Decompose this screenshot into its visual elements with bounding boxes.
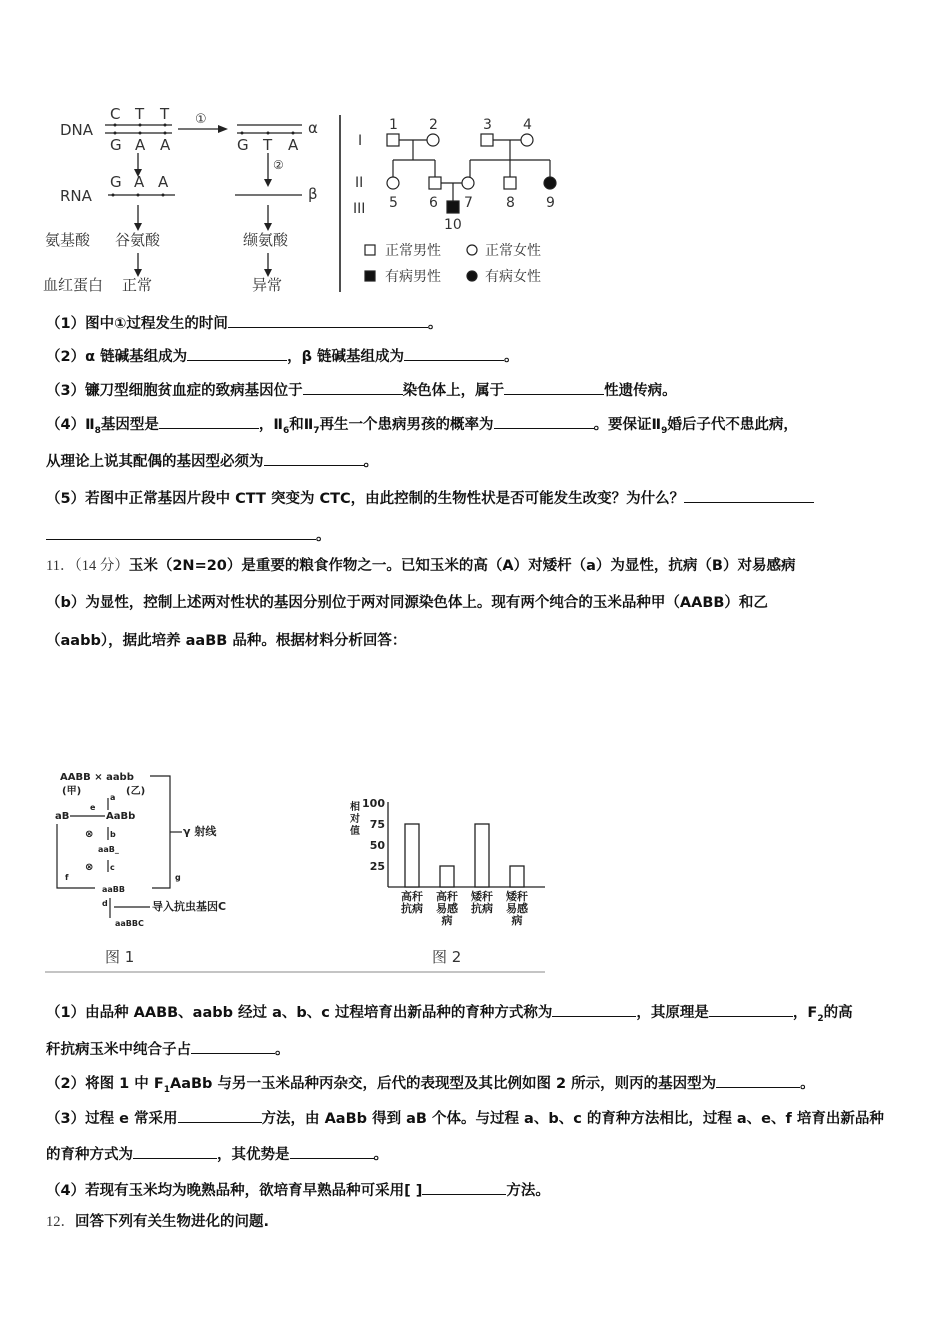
hb-abnormal: 异常 xyxy=(252,276,283,294)
pedigree-female-affected xyxy=(544,177,556,189)
individual-number: 1 xyxy=(389,117,398,133)
figure1-caption: 图 1 xyxy=(105,948,135,966)
beta-label: β xyxy=(308,185,318,203)
q10-part4-cont xyxy=(46,450,378,472)
x-category-label: 易感 xyxy=(506,902,528,915)
haploid-aB: aB xyxy=(55,811,70,822)
pedigree-male-affected xyxy=(447,201,459,213)
x-category-label: 易感 xyxy=(436,902,458,915)
q11-part1 xyxy=(46,1001,853,1029)
pedigree-male-normal xyxy=(387,134,399,146)
legend-normal-male-icon xyxy=(365,245,375,255)
text: 。要保证Ⅱ xyxy=(593,417,662,433)
subscript: 6 xyxy=(282,425,290,436)
text: 。 xyxy=(363,454,378,470)
x-category-label: 病 xyxy=(441,914,453,927)
y-tick-label: 75 xyxy=(369,818,385,831)
q10-part1 xyxy=(46,312,442,334)
text: 。 xyxy=(800,1076,815,1092)
q11-part4 xyxy=(46,1179,550,1201)
text: （3）过程 e 常采用 xyxy=(46,1111,178,1127)
self-cross-icon: ⊗ xyxy=(85,862,94,873)
answer-blank[interactable] xyxy=(709,1001,793,1017)
genotype-aaBBC: aaBBC xyxy=(115,919,144,928)
rna-base: A xyxy=(158,173,169,191)
legend-affected-male-icon xyxy=(365,271,375,281)
y-tick-label: 50 xyxy=(369,839,385,852)
step-g: g xyxy=(175,873,181,882)
text: （5）若图中正常基因片段中 CTT 突变为 CTC，由此控制的生物性状是否可能发生改变？为什么？ xyxy=(46,491,685,507)
q10-part2 xyxy=(46,345,519,367)
gamma-ray-label: γ 射线 xyxy=(183,825,217,838)
answer-blank[interactable] xyxy=(494,413,594,429)
pedigree-female-normal xyxy=(462,177,474,189)
text: 从理论上说其配偶的基因型必须为 xyxy=(46,454,264,470)
q11-part1-cont xyxy=(46,1038,290,1060)
q11-stem-line3: （aabb），据此培养 aaBB 品种。根据材料分析回答： xyxy=(46,633,407,649)
answer-blank[interactable] xyxy=(303,379,403,395)
question-number: 12． xyxy=(46,1214,75,1230)
rna-label: RNA xyxy=(60,187,92,205)
legend-affected-female-icon xyxy=(467,271,477,281)
text: （2）α 链碱基组成为 xyxy=(46,349,188,365)
answer-blank[interactable] xyxy=(228,312,428,328)
alpha-base: G xyxy=(237,136,249,154)
answer-blank[interactable] xyxy=(133,1143,217,1159)
subscript: 8 xyxy=(94,425,101,436)
legend-label: 正常男性 xyxy=(385,243,441,259)
generation-label: I xyxy=(358,133,363,149)
step-b: b xyxy=(110,830,116,839)
pedigree-male-normal xyxy=(429,177,441,189)
gene-expression-and-pedigree-figure xyxy=(40,95,710,300)
legend-label: 有病男性 xyxy=(385,269,441,285)
legend-label: 正常女性 xyxy=(485,243,541,259)
q11-part2 xyxy=(46,1072,815,1100)
answer-blank[interactable] xyxy=(404,345,504,361)
q11-stem-line2: （b）为显性，控制上述两对性状的基因分别位于两对同源染色体上。现有两个纯合的玉米品种甲（AABB）和乙 xyxy=(46,595,768,611)
text: ，其优势是 xyxy=(217,1147,290,1163)
step-c: c xyxy=(110,863,115,872)
breeding-figures xyxy=(40,760,560,980)
x-category-label: 高秆 xyxy=(436,890,458,903)
text: ，β 链碱基组成为 xyxy=(287,349,405,365)
answer-blank[interactable] xyxy=(178,1107,262,1123)
generation-label: II xyxy=(355,175,364,191)
subscript: 9 xyxy=(661,425,668,436)
answer-blank[interactable] xyxy=(264,450,364,466)
individual-number: 8 xyxy=(506,195,515,211)
text: AaBb 与另一玉米品种丙杂交，后代的表现型及其比例如图 2 所示，则丙的基因型为 xyxy=(170,1076,717,1092)
subscript: 7 xyxy=(313,425,320,436)
text: ，其原理是 xyxy=(636,1005,709,1021)
subscript: 2 xyxy=(817,1013,824,1024)
dna-label: DNA xyxy=(60,121,94,139)
cross-label: AABB × aabb xyxy=(60,772,134,783)
q10-part4 xyxy=(46,413,798,441)
q10-part3 xyxy=(46,379,677,401)
text: 基因型是 xyxy=(100,417,159,433)
legend-normal-female-icon xyxy=(467,245,477,255)
x-category-label: 矮秆 xyxy=(471,890,493,903)
dna-base: T xyxy=(135,105,145,123)
step-d: d xyxy=(102,899,108,908)
y-axis-label: 相对值 xyxy=(350,802,360,837)
text: 和Ⅱ xyxy=(289,417,314,433)
self-cross-icon: ⊗ xyxy=(85,829,94,840)
answer-blank[interactable] xyxy=(684,487,814,503)
text: 性遗传病。 xyxy=(604,383,677,399)
alpha-label: α xyxy=(308,119,318,137)
x-category-label: 抗病 xyxy=(471,902,493,915)
subscript: 1 xyxy=(163,1084,170,1095)
individual-number: 10 xyxy=(444,217,462,233)
dna-base: T xyxy=(160,105,170,123)
pedigree-female-normal xyxy=(427,134,439,146)
question-number: 11． xyxy=(46,558,75,574)
text: 。 xyxy=(275,1042,290,1058)
text: 方法。 xyxy=(506,1183,550,1199)
amino-abnormal: 缬氨酸 xyxy=(243,231,289,249)
y-tick-label: 100 xyxy=(362,797,385,810)
amino-acid-label: 氨基酸 xyxy=(45,231,91,249)
bar xyxy=(510,866,524,887)
answer-blank[interactable] xyxy=(716,1072,800,1088)
amino-normal: 谷氨酸 xyxy=(115,231,161,249)
text: 秆抗病玉米中纯合子占 xyxy=(46,1042,191,1058)
text: 染色体上，属于 xyxy=(402,383,505,399)
individual-number: 4 xyxy=(523,117,532,133)
text: 。 xyxy=(373,1147,388,1163)
rna-base: G xyxy=(110,173,122,191)
step-a: a xyxy=(110,793,116,802)
answer-blank[interactable] xyxy=(552,1001,636,1017)
text: （4）Ⅱ xyxy=(46,417,95,433)
text: 婚后子代不患此病， xyxy=(667,417,798,433)
text: ，F xyxy=(792,1005,818,1021)
q10-part5 xyxy=(46,487,814,509)
text: （1）图中①过程发生的时间 xyxy=(46,316,228,332)
individual-number: 7 xyxy=(464,195,473,211)
text: 再生一个患病男孩的概率为 xyxy=(319,417,494,433)
answer-blank[interactable] xyxy=(290,1143,374,1159)
text: 。 xyxy=(427,316,443,332)
text: 回答下列有关生物进化的问题. xyxy=(75,1214,270,1230)
pedigree-female-normal xyxy=(387,177,399,189)
figure2-caption: 图 2 xyxy=(432,948,462,966)
legend-label: 有病女性 xyxy=(485,269,541,285)
text: （3）镰刀型细胞贫血症的致病基因位于 xyxy=(46,383,303,399)
individual-number: 6 xyxy=(429,195,438,211)
text: 方法，由 AaBb 得到 aB 个体。与过程 a、b、c 的育种方法相比，过程 a、e、f 培育出新品种 xyxy=(261,1111,884,1127)
bar-chart xyxy=(349,797,545,927)
alpha-base: A xyxy=(288,136,299,154)
answer-blank[interactable] xyxy=(159,413,259,429)
pedigree-male-normal xyxy=(504,177,516,189)
x-category-label: 病 xyxy=(511,914,523,927)
bar xyxy=(405,824,419,887)
answer-blank[interactable] xyxy=(504,379,604,395)
pedigree-female-normal xyxy=(521,134,533,146)
step-f: f xyxy=(65,873,69,882)
question-score: （14 分） xyxy=(74,558,129,574)
x-category-label: 高秆 xyxy=(401,890,423,903)
individual-number: 3 xyxy=(483,117,492,133)
text: （2）将图 1 中 F xyxy=(46,1076,164,1092)
answer-blank[interactable] xyxy=(422,1179,506,1195)
individual-number: 2 xyxy=(429,117,438,133)
genotype-aaBB: aaBB xyxy=(102,885,125,894)
q12-stem xyxy=(46,1212,269,1232)
step-e: e xyxy=(90,803,96,812)
text: ，Ⅱ xyxy=(258,417,283,433)
alpha-base: T xyxy=(263,136,273,154)
step1-label: ① xyxy=(195,112,207,127)
insert-gene-c-label: 导入抗虫基因C xyxy=(152,900,227,913)
text: 的高 xyxy=(823,1005,853,1021)
answer-blank[interactable] xyxy=(187,345,287,361)
y-tick-label: 25 xyxy=(369,860,385,873)
q11-part3 xyxy=(46,1107,884,1129)
pedigree-male-normal xyxy=(481,134,493,146)
bar xyxy=(475,824,489,887)
text: 。 xyxy=(504,349,519,365)
bar xyxy=(440,866,454,887)
text: （4）若现有玉米均为晚熟品种，欲培育早熟品种可采用[ ] xyxy=(46,1183,423,1199)
individual-number: 5 xyxy=(389,195,398,211)
dna-base: C xyxy=(110,105,121,123)
dna-base: A xyxy=(135,136,146,154)
x-category-label: 抗病 xyxy=(401,902,423,915)
hemoglobin-label: 血红蛋白 xyxy=(43,276,104,294)
text: 玉米（2N=20）是重要的粮食作物之一。已知玉米的高（A）对矮杆（a）为显性，抗病（B）对易感病 xyxy=(128,558,796,574)
dna-base: A xyxy=(160,136,171,154)
text: （1）由品种 AABB、aabb 经过 a、b、c 过程培育出新品种的育种方式称为 xyxy=(46,1005,553,1021)
text: 的育种方式为 xyxy=(46,1147,133,1163)
answer-blank[interactable] xyxy=(46,524,316,540)
step2-label: ② xyxy=(273,158,284,172)
generation-label: III xyxy=(353,201,366,217)
genotype-aaB: aaB_ xyxy=(98,845,119,854)
rna-base: A xyxy=(134,173,145,191)
individual-number: 9 xyxy=(546,195,555,211)
q10-part5-cont xyxy=(46,524,331,546)
x-category-label: 矮秆 xyxy=(506,890,528,903)
answer-blank[interactable] xyxy=(191,1038,275,1054)
q11-stem-line1 xyxy=(46,556,795,576)
parent-jia: (甲) xyxy=(62,786,82,797)
hb-normal: 正常 xyxy=(122,276,153,294)
q11-part3-cont xyxy=(46,1143,388,1165)
parent-yi: (乙) xyxy=(126,786,146,797)
f1-genotype: AaBb xyxy=(106,811,136,822)
dna-base: G xyxy=(110,136,122,154)
text: 。 xyxy=(316,528,331,544)
